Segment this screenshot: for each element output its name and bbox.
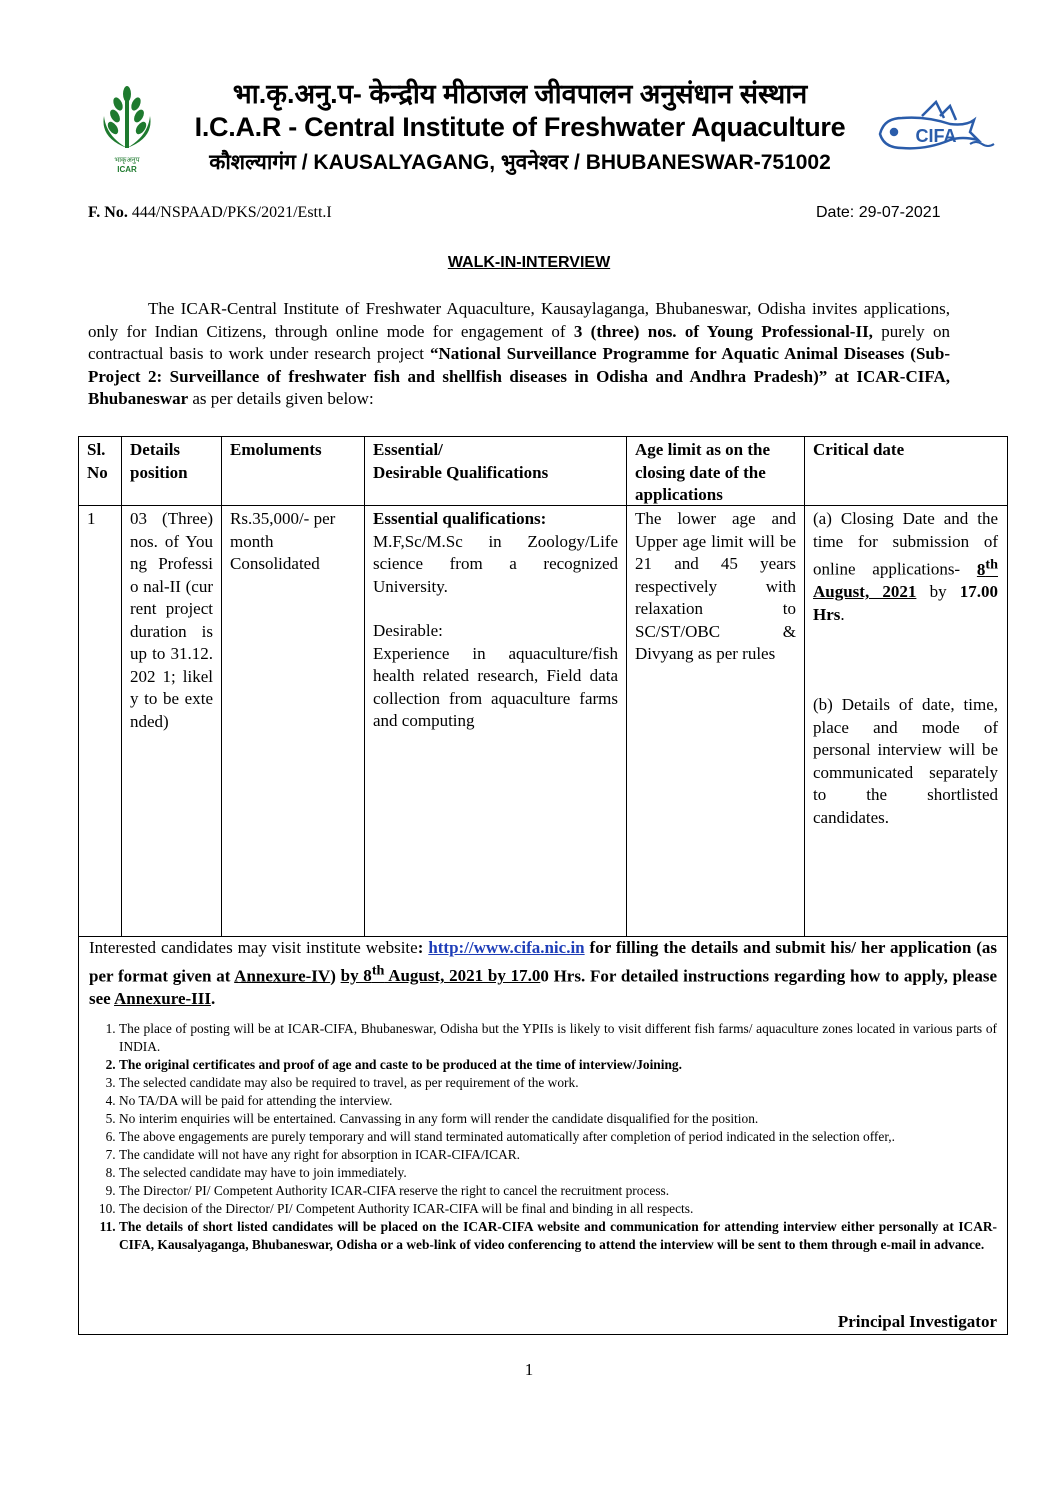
- institute-name-hindi: भा.कृ.अनु.प- केन्द्रीय मीठाजल जीवपालन अनुसंधान संस्थान: [232, 79, 808, 109]
- file-number: [88, 204, 332, 222]
- cifa-logo-text: CIFA: [915, 126, 957, 146]
- file-number-value: 444/NSPAAD/PKS/2021/Estt.I: [131, 204, 332, 221]
- header-critical-date: Critical date: [813, 440, 905, 459]
- intro-paragraph: [88, 298, 950, 411]
- apply-text-2: for filling the details and submit his/ her application (as per format given at: [89, 938, 998, 986]
- apply-text-1: Interested candidates may visit institute website: [89, 938, 418, 957]
- critical-date-b: (b) Details of date, time, place and mode of personal interview will be communicated separately to the shortlisted candidates.: [813, 695, 998, 827]
- critical-date-a: [813, 508, 998, 626]
- closing-end: .: [840, 604, 845, 624]
- header-emoluments: Emoluments: [222, 437, 365, 505]
- cell-age-limit: The lower age and Upper age limit will be 21 and 45 years respectively with relaxation to SC/ST/OBC & Divyang as per rules: [627, 506, 805, 936]
- icar-logo: [96, 86, 158, 176]
- header-qualifications: [365, 437, 627, 505]
- list-item: 3. The selected candidate may also be required to travel, as per requirement of the work.: [119, 1074, 997, 1092]
- essential-label: Essential qualifications:: [373, 509, 547, 528]
- terms-list: [79, 1020, 1007, 1254]
- cell-details-position: 03 (Three) nos. of Young Professio nal-II (current project duration is up to 31.12.202 1; likely to be extended): [122, 506, 222, 936]
- header-qualifications-line1: Essential/: [373, 440, 443, 459]
- apply-colon: :: [417, 938, 429, 957]
- intro-text-2: purely on contractual basis to work under research project: [88, 321, 950, 363]
- page-number: 1: [524, 1360, 534, 1379]
- apply-deadline: [340, 962, 541, 986]
- document-title-text: WALK-IN-INTERVIEW: [447, 254, 611, 271]
- header-sl-no: Sl. No: [79, 437, 122, 505]
- list-item: 4. No TA/DA will be paid for attending the interview.: [119, 1092, 997, 1110]
- document-title: [0, 254, 1058, 272]
- document-date: Date: 29-07-2021: [816, 204, 941, 221]
- table-row: [79, 506, 1007, 937]
- vacancy-table: [78, 436, 1008, 1335]
- list-item: 11. The details of short listed candidates will be placed on the ICAR-CIFA website and communication for attending interview either personally at ICAR-CIFA, Kausalyaganga, Bhubaneswar, Odisha or a web-link of video conferencing to attend the interview will be sent to them through e-mail in advance.: [119, 1218, 997, 1254]
- desirable-text: Experience in aquaculture/fish health related research, Field data collection from aquaculture farms and computing: [373, 643, 618, 730]
- list-item: 5. No interim enquiries will be entertained. Canvassing in any form will render the candidate disqualified for the position.: [119, 1110, 997, 1128]
- intro-text-1: The ICAR-Central Institute of Freshwater Aquaculture, Kausaylaganga, Bhubaneswar, Odisha invites applications, only for Indian Citizens, through online mode for engagement of: [88, 299, 950, 341]
- closing-date-by: by: [916, 582, 947, 602]
- signatory: Principal Investigator: [837, 1312, 997, 1332]
- annexure-iii-ref: Annexure-III: [114, 988, 212, 1008]
- cifa-logo: [874, 96, 998, 156]
- cell-qualifications: [365, 506, 627, 936]
- intro-bold-1: 3 (three) nos. of Young Professional-II,: [573, 321, 873, 341]
- apply-text-5: .: [211, 988, 216, 1008]
- list-item: 1. The place of posting will be at ICAR-CIFA, Bhubaneswar, Odisha but the YPIIs is likely to visit different fish farms/ aquaculture zones located in various parts of INDIA.: [119, 1020, 997, 1056]
- apply-deadline-sup: th: [371, 962, 385, 979]
- list-item: 9. The Director/ PI/ Competent Authority ICAR-CIFA reserve the right to cancel the recruitment process.: [119, 1182, 997, 1200]
- icar-logo-caption-hi: भाकृअनुप: [114, 156, 140, 164]
- application-instructions: [79, 937, 1007, 1010]
- table-header-row: [79, 437, 1007, 506]
- institute-website-link[interactable]: http://www.cifa.nic.in: [428, 938, 585, 957]
- list-item: 10. The decision of the Director/ PI/ Competent Authority ICAR-CIFA will be final and binding in all respects.: [119, 1200, 997, 1218]
- list-item: 2. The original certificates and proof of age and caste to be produced at the time of interview/Joining.: [119, 1056, 997, 1074]
- apply-deadline-2: August, 2021 by 17.0: [384, 966, 541, 986]
- essential-text: M.F,Sc/M.Sc in Zoology/Life science from a recognized University.: [373, 531, 618, 596]
- closing-date-day: 8: [976, 559, 986, 579]
- icar-logo-caption-en: ICAR: [117, 165, 137, 174]
- annexure-iv-ref: Annexure-IV: [234, 966, 331, 986]
- closing-date-rest: August, 2021: [813, 582, 917, 602]
- apply-text-4: 0 Hrs. For detailed instructions regarding how to apply, please see: [89, 966, 997, 1008]
- list-item: 7. The candidate will not have any right for absorption in ICAR-CIFA/ICAR.: [119, 1146, 997, 1164]
- list-item: 8. The selected candidate may have to join immediately.: [119, 1164, 997, 1182]
- header-details-position: Details position: [122, 437, 222, 505]
- institute-name-english: I.C.A.R - Central Institute of Freshwater Aquaculture: [194, 112, 846, 142]
- apply-text-3: ): [330, 966, 341, 986]
- list-item: 6. The above engagements are purely temporary and will stand terminated automatically after completion of period indicated in the selection offer,.: [119, 1128, 997, 1146]
- cell-sl-no: 1: [79, 506, 122, 936]
- intro-bold-2: “National Surveillance Programme for Aquatic Animal Diseases (Sub-Project 2: Surveillance of freshwater fish and shellfish diseases in Odisha and Andhra Pradesh)” at ICAR-CIFA, Bhubaneswar: [88, 344, 950, 408]
- closing-date-sup: th: [985, 556, 998, 572]
- apply-deadline-1: by 8: [340, 966, 372, 986]
- cell-critical-date: [805, 506, 1006, 936]
- file-number-label: F. No.: [88, 204, 128, 221]
- header-age-limit: Age limit as on the closing date of the applications: [627, 437, 805, 505]
- intro-text-3: as per details given below:: [188, 389, 374, 408]
- institute-address: कौशल्यागंग / KAUSALYAGANG, भुवनेश्वर / BHUBANESWAR-751002: [209, 151, 831, 174]
- closing-time: 17.00 Hrs: [813, 582, 999, 624]
- header-qualifications-line2: Desirable Qualifications: [373, 462, 549, 482]
- cell-emoluments: Rs.35,000/- per month Consolidated: [222, 506, 365, 936]
- critical-date-a-text: (a) Closing Date and the time for submission of online applications-: [813, 509, 998, 579]
- desirable-label: Desirable:: [373, 621, 443, 640]
